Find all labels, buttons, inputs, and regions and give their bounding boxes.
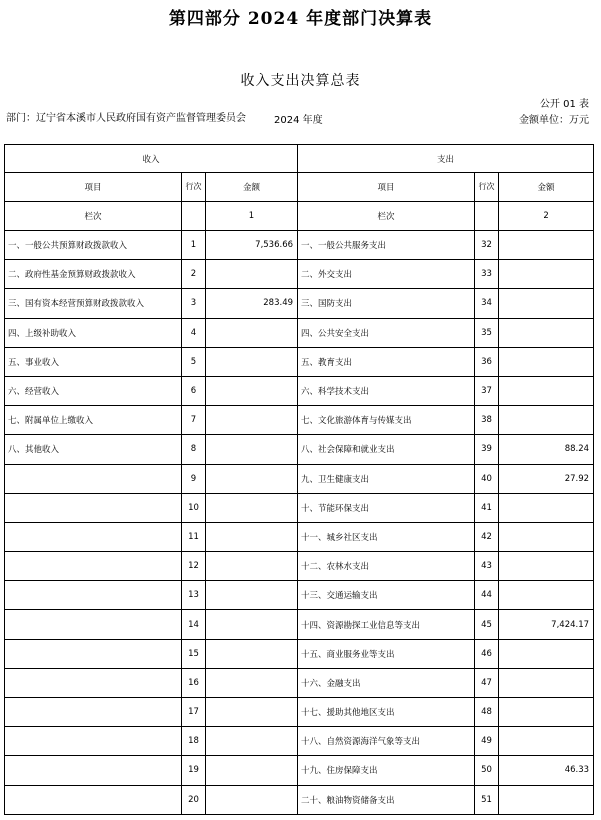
expense-amount xyxy=(499,639,594,668)
table-row xyxy=(5,347,594,376)
income-item: 四、上级补助收入 xyxy=(5,318,182,347)
table-row xyxy=(5,552,594,581)
expense-item: 十七、援助其他地区支出 xyxy=(298,698,475,727)
income-line: 4 xyxy=(182,318,206,347)
income-line: 11 xyxy=(182,522,206,551)
income-line: 6 xyxy=(182,376,206,405)
income-amount xyxy=(206,318,298,347)
expense-line: 47 xyxy=(475,668,499,697)
expense-amount: 88.24 xyxy=(499,435,594,464)
expense-column-blank xyxy=(475,202,499,231)
table-row xyxy=(5,435,594,464)
expense-item-header: 项目 xyxy=(298,173,475,202)
income-expense-table xyxy=(4,144,594,815)
expense-item: 十四、资源勘探工业信息等支出 xyxy=(298,610,475,639)
expense-amount xyxy=(499,698,594,727)
table-title: 收入支出决算总表 xyxy=(240,73,361,89)
income-item xyxy=(5,639,182,668)
income-item xyxy=(5,727,182,756)
table-row xyxy=(5,289,594,318)
expense-header: 支出 xyxy=(298,145,594,173)
income-amount xyxy=(206,727,298,756)
expense-amount xyxy=(499,318,594,347)
income-item xyxy=(5,668,182,697)
expense-line: 46 xyxy=(475,639,499,668)
income-line: 18 xyxy=(182,727,206,756)
form-number: 公开 01 表 xyxy=(539,99,589,110)
table-row xyxy=(5,610,594,639)
expense-line: 42 xyxy=(475,522,499,551)
income-item: 七、附属单位上缴收入 xyxy=(5,406,182,435)
income-line-header: 行次 xyxy=(182,173,206,202)
income-item xyxy=(5,698,182,727)
expense-amount xyxy=(499,552,594,581)
income-line: 8 xyxy=(182,435,206,464)
expense-line: 38 xyxy=(475,406,499,435)
income-item: 二、政府性基金预算财政拨款收入 xyxy=(5,260,182,289)
table-row xyxy=(5,668,594,697)
table-row xyxy=(5,727,594,756)
income-item xyxy=(5,464,182,493)
income-line: 7 xyxy=(182,406,206,435)
expense-amount xyxy=(499,581,594,610)
expense-item: 十九、住房保障支出 xyxy=(298,756,475,785)
income-item: 三、国有资本经营预算财政拨款收入 xyxy=(5,289,182,318)
expense-item: 六、科学技术支出 xyxy=(298,376,475,405)
income-amount xyxy=(206,552,298,581)
income-column-label: 栏次 xyxy=(5,202,182,231)
table-row xyxy=(5,464,594,493)
table-row xyxy=(5,698,594,727)
expense-item: 十、节能环保支出 xyxy=(298,493,475,522)
department-label: 部门：辽宁省本溪市人民政府国有资产监督管理委员会 xyxy=(6,113,246,124)
expense-line: 37 xyxy=(475,376,499,405)
income-amount xyxy=(206,376,298,405)
income-item xyxy=(5,581,182,610)
expense-amount xyxy=(499,231,594,260)
expense-amount xyxy=(499,289,594,318)
income-column-blank xyxy=(182,202,206,231)
expense-line: 45 xyxy=(475,610,499,639)
expense-item: 五、教育支出 xyxy=(298,347,475,376)
income-item: 八、其他收入 xyxy=(5,435,182,464)
income-line: 16 xyxy=(182,668,206,697)
expense-amount xyxy=(499,347,594,376)
table-row xyxy=(5,318,594,347)
table-row xyxy=(5,493,594,522)
income-line: 1 xyxy=(182,231,206,260)
income-line: 9 xyxy=(182,464,206,493)
unit-label: 金额单位：万元 xyxy=(519,115,589,126)
expense-line: 43 xyxy=(475,552,499,581)
expense-item: 八、社会保障和就业支出 xyxy=(298,435,475,464)
expense-column-label: 栏次 xyxy=(298,202,475,231)
expense-line: 35 xyxy=(475,318,499,347)
expense-line: 33 xyxy=(475,260,499,289)
expense-item: 十三、交通运输支出 xyxy=(298,581,475,610)
expense-item: 十八、自然资源海洋气象等支出 xyxy=(298,727,475,756)
income-line: 2 xyxy=(182,260,206,289)
income-amount xyxy=(206,698,298,727)
expense-amount xyxy=(499,727,594,756)
expense-item: 十一、城乡社区支出 xyxy=(298,522,475,551)
expense-line: 32 xyxy=(475,231,499,260)
income-item xyxy=(5,522,182,551)
expense-amount-header: 金额 xyxy=(499,173,594,202)
expense-item: 二、外交支出 xyxy=(298,260,475,289)
expense-amount: 7,424.17 xyxy=(499,610,594,639)
expense-line: 36 xyxy=(475,347,499,376)
expense-item: 一、一般公共服务支出 xyxy=(298,231,475,260)
income-line: 20 xyxy=(182,785,206,814)
expense-amount xyxy=(499,668,594,697)
table-row xyxy=(5,581,594,610)
income-line: 13 xyxy=(182,581,206,610)
expense-amount: 27.92 xyxy=(499,464,594,493)
expense-amount xyxy=(499,493,594,522)
expense-item: 七、文化旅游体育与传媒支出 xyxy=(298,406,475,435)
expense-line: 41 xyxy=(475,493,499,522)
income-line: 15 xyxy=(182,639,206,668)
expense-column-number: 2 xyxy=(499,202,594,231)
income-item xyxy=(5,552,182,581)
expense-line: 51 xyxy=(475,785,499,814)
income-item: 五、事业收入 xyxy=(5,347,182,376)
income-amount-header: 金额 xyxy=(206,173,298,202)
expense-line: 40 xyxy=(475,464,499,493)
income-line: 17 xyxy=(182,698,206,727)
expense-item: 三、国防支出 xyxy=(298,289,475,318)
income-item xyxy=(5,610,182,639)
income-line: 19 xyxy=(182,756,206,785)
income-item: 六、经营收入 xyxy=(5,376,182,405)
income-amount xyxy=(206,756,298,785)
page-title: 第四部分 2024 年度部门决算表 xyxy=(168,9,433,29)
income-amount xyxy=(206,347,298,376)
expense-item: 九、卫生健康支出 xyxy=(298,464,475,493)
income-amount xyxy=(206,260,298,289)
table-row xyxy=(5,406,594,435)
income-amount xyxy=(206,610,298,639)
income-amount xyxy=(206,435,298,464)
expense-item: 十六、金融支出 xyxy=(298,668,475,697)
income-amount xyxy=(206,493,298,522)
income-amount xyxy=(206,668,298,697)
income-item xyxy=(5,785,182,814)
income-line: 14 xyxy=(182,610,206,639)
expense-line: 44 xyxy=(475,581,499,610)
expense-line: 34 xyxy=(475,289,499,318)
income-item xyxy=(5,756,182,785)
table-row xyxy=(5,756,594,785)
year-label: 2024 年度 xyxy=(274,115,323,126)
expense-amount xyxy=(499,522,594,551)
income-line: 5 xyxy=(182,347,206,376)
income-item: 一、一般公共预算财政拨款收入 xyxy=(5,231,182,260)
income-line: 10 xyxy=(182,493,206,522)
expense-amount xyxy=(499,260,594,289)
income-header: 收入 xyxy=(5,145,298,173)
expense-line: 48 xyxy=(475,698,499,727)
expense-amount: 46.33 xyxy=(499,756,594,785)
income-amount xyxy=(206,406,298,435)
table-row xyxy=(5,260,594,289)
expense-amount xyxy=(499,785,594,814)
income-amount: 283.49 xyxy=(206,289,298,318)
expense-item: 十五、商业服务业等支出 xyxy=(298,639,475,668)
table-row xyxy=(5,785,594,814)
table-row xyxy=(5,522,594,551)
expense-line: 39 xyxy=(475,435,499,464)
table-row xyxy=(5,639,594,668)
table-row xyxy=(5,376,594,405)
income-amount xyxy=(206,785,298,814)
expense-line: 50 xyxy=(475,756,499,785)
income-amount xyxy=(206,639,298,668)
expense-item: 四、公共安全支出 xyxy=(298,318,475,347)
table-row xyxy=(5,231,594,260)
income-item xyxy=(5,493,182,522)
expense-item: 二十、粮油物资储备支出 xyxy=(298,785,475,814)
expense-line: 49 xyxy=(475,727,499,756)
income-amount: 7,536.66 xyxy=(206,231,298,260)
expense-amount xyxy=(499,406,594,435)
income-line: 12 xyxy=(182,552,206,581)
income-amount xyxy=(206,581,298,610)
income-line: 3 xyxy=(182,289,206,318)
expense-line-header: 行次 xyxy=(475,173,499,202)
income-item-header: 项目 xyxy=(5,173,182,202)
expense-item: 十二、农林水支出 xyxy=(298,552,475,581)
expense-amount xyxy=(499,376,594,405)
income-amount xyxy=(206,522,298,551)
income-amount xyxy=(206,464,298,493)
income-column-number: 1 xyxy=(206,202,298,231)
